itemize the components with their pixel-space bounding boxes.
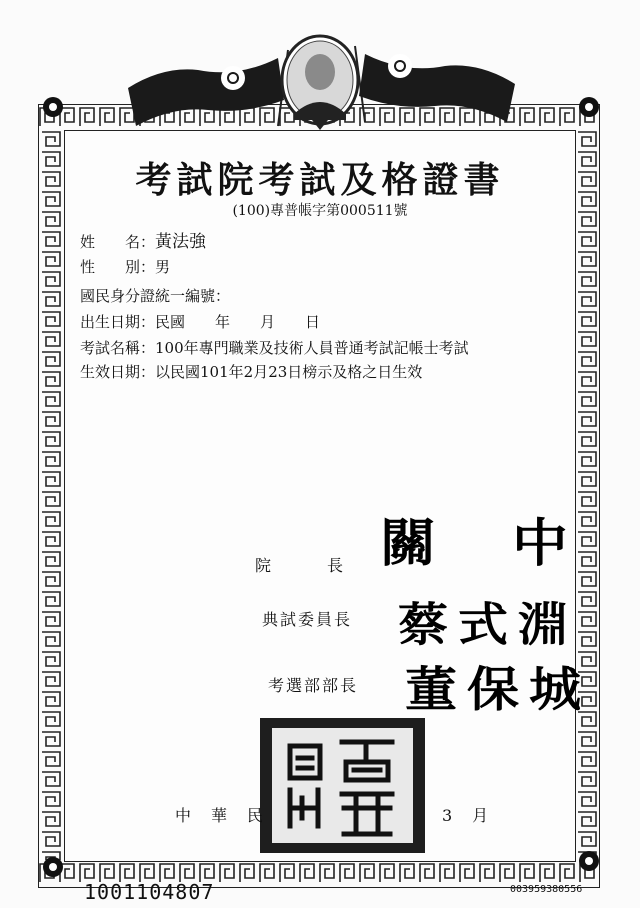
field-value: 以民國101年2月23日榜示及格之日生效 [155, 363, 423, 381]
field-label: 考試名稱： [80, 339, 156, 357]
signature-name: 董保城 [405, 662, 592, 719]
field-label: 生效日期： [80, 363, 156, 381]
official-square-seal-icon [260, 718, 425, 857]
left-meander-border [38, 130, 64, 860]
serial-number-right: 003959380556 [510, 884, 583, 895]
field-value: 民國 年 月 日 [155, 313, 321, 331]
left-flag-icon [128, 48, 298, 132]
serial-number-left: 1001104807 [84, 880, 215, 904]
signature-name: 關 中 [380, 514, 578, 575]
date-line-right: 3 月 [442, 806, 491, 825]
sun-emblem-icon [578, 96, 600, 122]
field-label: 出生日期： [80, 313, 156, 331]
sun-emblem-icon [42, 96, 64, 122]
field-value: 黃法強 [155, 232, 207, 252]
signature-name: 蔡式淵 [398, 598, 578, 652]
right-flag-icon [345, 44, 515, 128]
portrait-medallion-icon [276, 34, 364, 138]
certificate-number: (100)專普帳字第000511號 [232, 203, 408, 219]
field-value: 100年專門職業及技術人員普通考試記帳士考試 [155, 339, 469, 357]
field-value: 男 [155, 258, 171, 276]
field-exam-name [80, 338, 469, 358]
signature-title: 典試委員長 [262, 610, 353, 629]
field-label: 性 別： [80, 258, 156, 276]
sun-emblem-icon [42, 856, 64, 882]
right-meander-border [574, 130, 600, 860]
field-name [80, 232, 206, 252]
signature-title: 考選部部長 [268, 676, 359, 695]
field-label: 國民身分證統一編號： [80, 287, 231, 305]
field-id-number [80, 286, 230, 306]
date-line-left: 中 華 民 [175, 806, 266, 825]
field-gender [80, 257, 170, 277]
field-label: 姓 名： [80, 233, 156, 251]
field-effective-date [80, 362, 422, 382]
sun-emblem-icon [578, 850, 600, 876]
signature-title: 院 長 [255, 556, 346, 575]
field-birth-date [80, 312, 320, 332]
certificate-title: 考試院考試及格證書 [135, 159, 505, 201]
